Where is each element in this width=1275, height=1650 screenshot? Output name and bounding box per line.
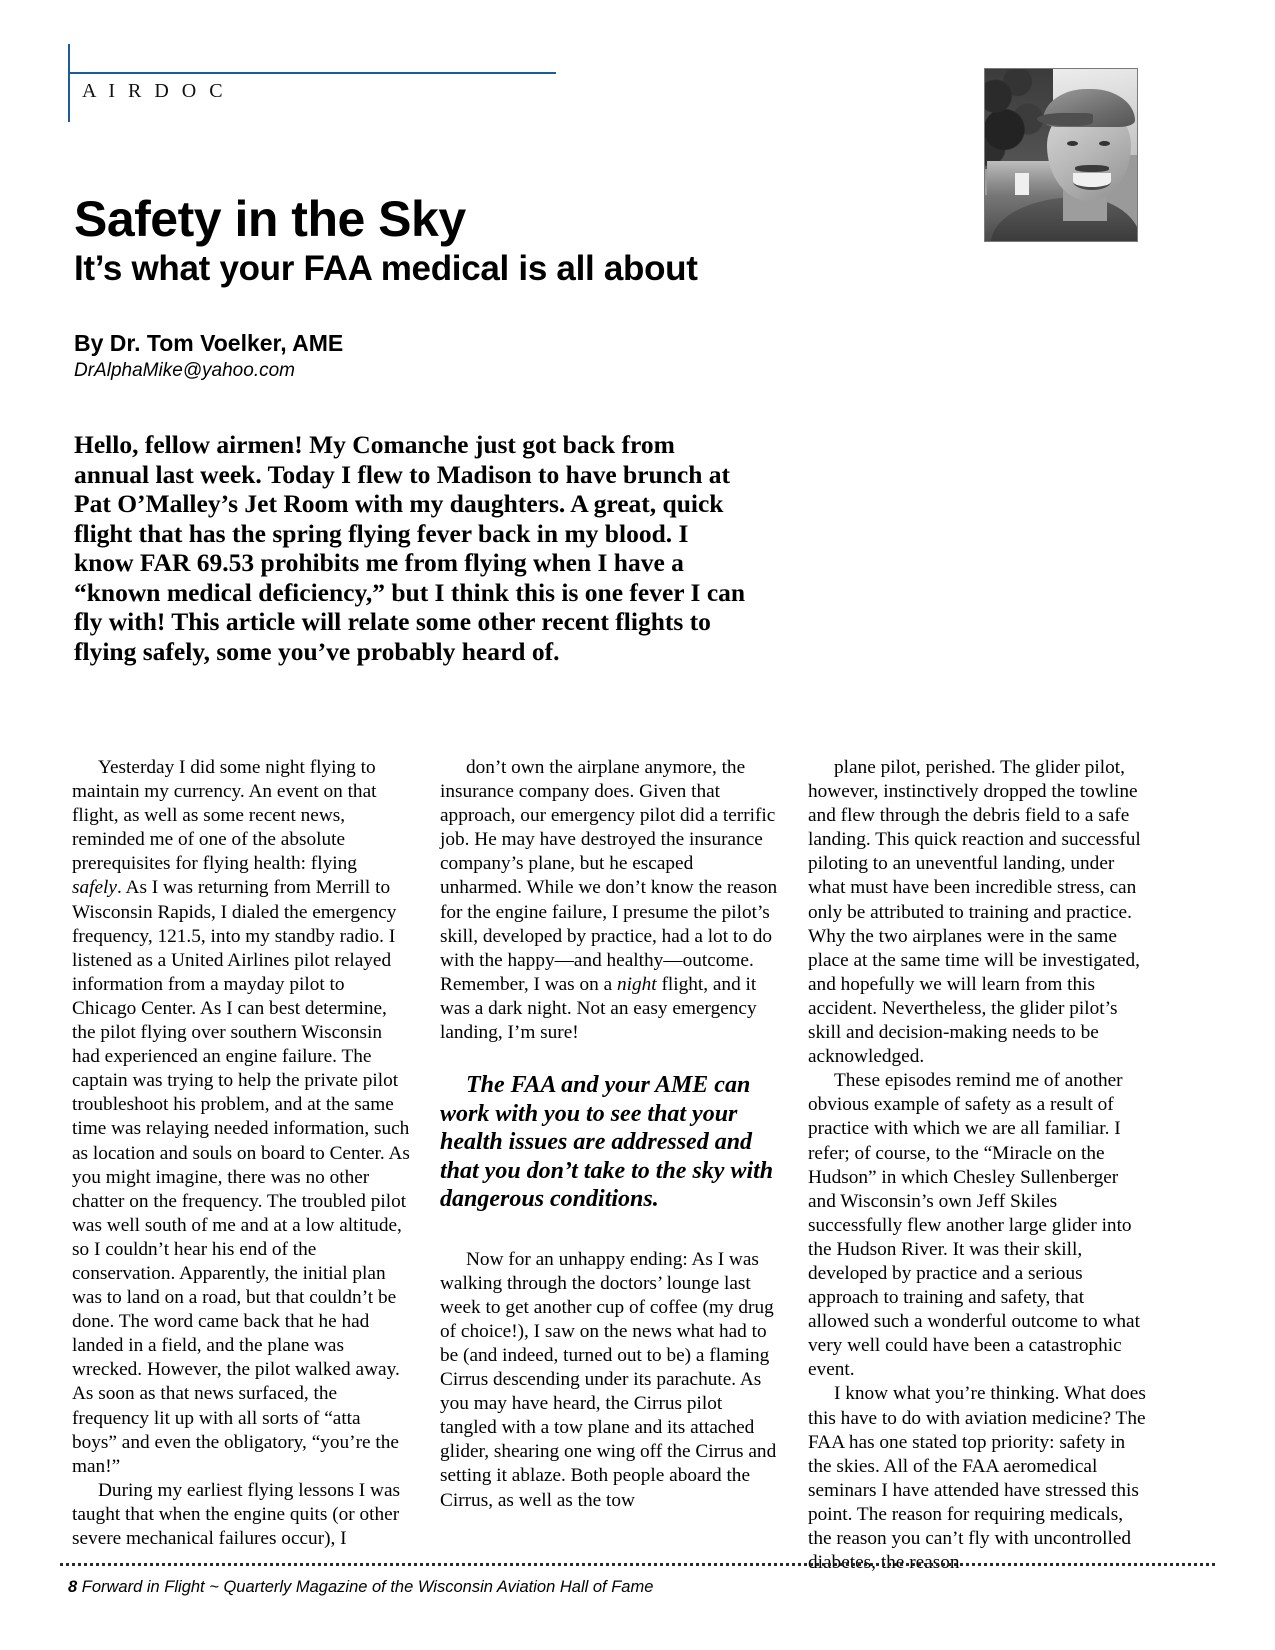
paragraph: plane pilot, perished. The glider pilot, however, instinctively dropped the towline and flew through the debris field to a safe landing. This quick reaction and successful piloting to an uneventful landing, under what must have been incredible stress, can only be attributed to training and practice. Why the two airplanes were in the same place at the same time will be investigated, and hopefully we will learn from this accident. Nevertheless, the glider pilot’s skill and decision-making needs to be acknowledged. [808, 757, 1141, 1068]
paragraph: These episodes remind me of another obvious example of safety as a result of practice with which we are all familiar. I refer; of course, to the “Miracle on the Hudson” in which Chesley Sullenberger and Wisconsin’s own Jeff Skiles successfully flew another large glider into the Hudson River. It was their skill, developed by practice and a serious approach to training and safety, that allowed such a wonderful outcome to what very well could have been a catastrophic event. [808, 1070, 1140, 1381]
page-title: Safety in the Sky [74, 191, 466, 247]
article-deck: Hello, fellow airmen! My Comanche just got back from annual last week. Today I flew to Madison to have brunch at Pat O’Malley’s Jet Room with my daughters. A great, quick flight that has the spring flying fever back in my blood. I know FAR 69.53 prohibits me from flying when I have a “known medical deficiency,” but I think this is one fever I can fly with! This article will relate some other recent flights to flying safely, some you’ve probably heard of. [74, 430, 746, 666]
paragraph-text-a: Yesterday I did some night flying to maintain my currency. An event on that flight, as well as some recent news, reminded me of one of the absolute prerequisites for flying health: flying [72, 757, 377, 875]
emphasis-safely: safely [72, 877, 117, 899]
paragraph-text-a: don’t own the airplane anymore, the insurance company does. Given that approach, our emergency pilot did a terrific job. He may have destroyed the insurance company’s plane, but he escaped unharmed. While we don’t know the reason for the engine failure, I presume the pilot’s skill, developed by practice, had a lot to do with the happy—and healthy—outcome. Remember, I was on a [440, 757, 778, 995]
paragraph-text-b: flight, and it was a dark night. Not an easy emergency landing, I’m sure! [440, 973, 757, 1044]
header-vertical-rule [68, 44, 70, 122]
author-email: DrAlphaMike@yahoo.com [74, 360, 295, 381]
paragraph: Now for an unhappy ending: As I was walking through the doctors’ lounge last week to get another cup of coffee (my drug of choice!), I saw on the news what had to be (and indeed, turned out to be) a flaming Cirrus descending under its parachute. As you may have heard, the Cirrus pilot tangled with a tow plane and its attached glider, shearing one wing off the Cirrus and setting it ablaze. Both people aboard the Cirrus, as well as the tow [440, 1248, 777, 1511]
footer-divider [60, 1563, 1215, 1566]
body-column-3 [808, 756, 1146, 1574]
emphasis-night: night [617, 973, 657, 995]
paragraph: I know what you’re thinking. What does this have to do with aviation medicine? The FAA has one stated top priority: safety in the skies. All of the FAA aeromedical seminars I have attended have stressed this point. The reason for requiring medicals, the reason you can’t fly with uncontrolled diabetes, the reason [808, 1383, 1146, 1574]
paragraph-text-b: . As I was returning from Merrill to Wisconsin Rapids, I dialed the emergency frequency, 121.5, into my standby radio. I listened as a United Airlines pilot relayed information from a mayday pilot to Chicago Center. As I can best determine, the pilot flying over southern Wisconsin had experienced an engine failure. The captain was trying to help the private pilot troubleshoot his problem, and at the same time was relaying needed information, such as location and souls on board to Center. As you might imagine, there was no other chatter on the frequency. The troubled pilot was well south of me and at a low altitude, so I couldn’t hear his end of the conservation. Apparently, the initial plan was to land on a road, but that couldn’t be done. The word came back that he had landed in a field, and the plane was wrecked. However, the pilot walked away. As soon as that news surfaced, the frequency lit up with all sorts of “atta boys” and even the obligatory, “you’re the man!” [72, 877, 410, 1477]
body-columns [72, 756, 1147, 1574]
paragraph: During my earliest flying lessons I was taught that when the engine quits (or other severe mechanical failures occur), I [72, 1479, 401, 1549]
section-header [68, 44, 568, 124]
photo-cap-brim-region [1037, 113, 1093, 126]
photo-smile-region [1073, 173, 1111, 190]
header-horizontal-rule [68, 72, 556, 74]
page-subtitle: It’s what your FAA medical is all about [74, 249, 698, 288]
photo-left-eye-region [1067, 141, 1078, 146]
photo-right-eye-region [1099, 141, 1110, 146]
pull-quote: The FAA and your AME can work with you to see that your health issues are addressed and that you don’t take to the sky with dangerous conditions. [440, 1072, 774, 1213]
paragraph [440, 756, 778, 1045]
body-column-2 [440, 756, 778, 1511]
photo-mustache-region [1075, 165, 1109, 172]
footer-label: Forward in Flight ~ Quarterly Magazine of the Wisconsin Aviation Hall of Fame [81, 1578, 654, 1596]
footer [68, 1578, 653, 1597]
author-photo [984, 68, 1138, 242]
section-kicker-label: A I R D O C [82, 80, 227, 102]
paragraph [72, 756, 410, 1479]
body-column-1 [72, 756, 410, 1549]
page-number: 8 [68, 1578, 82, 1596]
headline-block [74, 192, 934, 382]
byline: By Dr. Tom Voelker, AME [74, 330, 344, 356]
